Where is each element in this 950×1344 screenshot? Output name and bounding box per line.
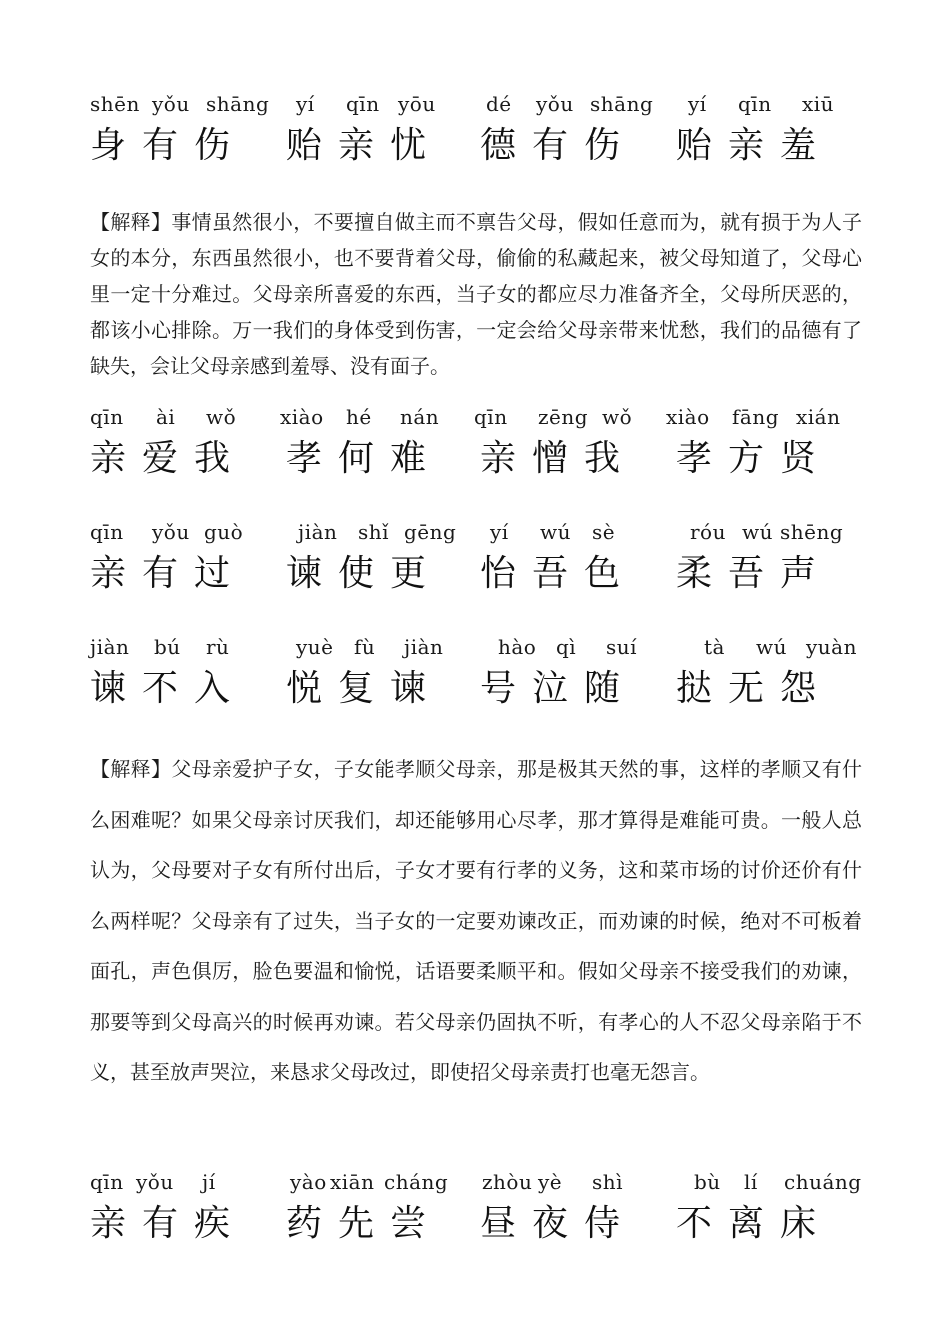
pinyin-syllable: wú: [742, 520, 773, 544]
hanzi-char: 我: [584, 438, 621, 479]
verse-phrase: [480, 520, 660, 610]
pinyin-syllable: dé: [486, 92, 512, 116]
pinyin-syllable: yuè: [296, 635, 334, 659]
hanzi-char: 德: [480, 125, 517, 166]
verse-phrase: [474, 405, 660, 495]
hanzi-char: 忧: [390, 125, 427, 166]
verse-line: [90, 520, 870, 610]
hanzi-char: 方: [728, 438, 765, 479]
verse-phrase: [90, 405, 270, 495]
hanzi-char: 悦: [286, 668, 323, 709]
verse-phrase: [676, 520, 856, 610]
hanzi-char: 爱: [142, 438, 179, 479]
pinyin-syllable: yǒu: [136, 1170, 174, 1194]
pinyin-row: [666, 405, 876, 429]
pinyin-syllable: wǒ: [206, 405, 237, 429]
hanzi-char: 吾: [532, 553, 569, 594]
pinyin-syllable: qīn: [346, 92, 380, 116]
pinyin-row: [676, 1170, 876, 1194]
pinyin-syllable: xiào: [280, 405, 324, 429]
hanzi-char: 有: [142, 1203, 179, 1244]
pinyin-row: [90, 405, 290, 429]
pinyin-row: [676, 635, 876, 659]
pinyin-syllable: xiào: [666, 405, 710, 429]
pinyin-syllable: jiàn: [90, 635, 130, 659]
hanzi-char: 更: [390, 553, 427, 594]
hanzi-row: [286, 435, 466, 483]
hanzi-row: [676, 1200, 856, 1248]
hanzi-char: 复: [338, 668, 375, 709]
pinyin-syllable: fù: [354, 635, 376, 659]
pinyin-syllable: shēng: [780, 520, 844, 544]
hanzi-row: [286, 1200, 466, 1248]
pinyin-syllable: wǒ: [602, 405, 633, 429]
pinyin-row: [90, 635, 290, 659]
hanzi-row: [286, 665, 466, 713]
verse-line: [90, 1170, 870, 1260]
hanzi-row: [676, 435, 856, 483]
pinyin-syllable: ài: [156, 405, 176, 429]
pinyin-syllable: bù: [694, 1170, 721, 1194]
hanzi-char: 色: [584, 553, 621, 594]
pinyin-row: [286, 1170, 486, 1194]
hanzi-row: [90, 550, 270, 598]
pinyin-row: [90, 520, 290, 544]
hanzi-row: [90, 435, 270, 483]
hanzi-char: 随: [584, 668, 621, 709]
pinyin-syllable: bú: [154, 635, 181, 659]
explanation-text: 事情虽然很小，不要擅自做主而不禀告父母，假如任意而为，就有损于为人子女的本分，东西虽然很小，也不要背着父母，偷偷的私藏起来，被父母知道了，父母心里一定十分难过。父母亲所喜爱的东西，当子女的都应尽力准备齐全，父母所厌恶的，都该小心排除。万一我们的身体受到伤害，一定会给父母亲带来忧愁，我们的品德有了缺失，会让父母亲感到羞辱、没有面子。: [90, 210, 863, 378]
pinyin-syllable: shì: [592, 1170, 624, 1194]
verse-phrase: [676, 92, 856, 182]
verse-line: [90, 635, 870, 725]
hanzi-char: 伤: [584, 125, 621, 166]
verse-phrase: [666, 405, 856, 495]
verse-phrase: [90, 635, 270, 725]
hanzi-char: 何: [338, 438, 375, 479]
pinyin-row: [90, 1170, 290, 1194]
pinyin-row: [480, 1170, 680, 1194]
pinyin-syllable: yǒu: [152, 520, 190, 544]
pinyin-syllable: gēng: [404, 520, 457, 544]
pinyin-row: [676, 92, 876, 116]
pinyin-syllable: hào: [498, 635, 537, 659]
hanzi-row: [286, 122, 466, 170]
pinyin-syllable: xiān: [330, 1170, 375, 1194]
verse-phrase: [90, 1170, 270, 1260]
hanzi-char: 亲: [728, 125, 765, 166]
pinyin-syllable: jiàn: [298, 520, 338, 544]
verse-phrase: [480, 92, 660, 182]
verse-phrase: [90, 92, 270, 182]
hanzi-char: 难: [390, 438, 427, 479]
hanzi-char: 疾: [194, 1203, 231, 1244]
hanzi-char: 我: [194, 438, 231, 479]
hanzi-row: [676, 665, 856, 713]
pinyin-syllable: shāng: [590, 92, 654, 116]
hanzi-row: [676, 550, 856, 598]
hanzi-char: 不: [142, 668, 179, 709]
pinyin-syllable: jiàn: [404, 635, 444, 659]
pinyin-syllable: yào: [290, 1170, 327, 1194]
pinyin-syllable: cháng: [384, 1170, 449, 1194]
hanzi-char: 有: [142, 125, 179, 166]
pinyin-syllable: guò: [204, 520, 244, 544]
verse-phrase: [286, 1170, 466, 1260]
pinyin-syllable: tà: [704, 635, 725, 659]
pinyin-row: [474, 405, 680, 429]
pinyin-row: [286, 635, 486, 659]
hanzi-char: 身: [90, 125, 127, 166]
hanzi-char: 亲: [90, 438, 127, 479]
pinyin-row: [286, 520, 486, 544]
pinyin-syllable: nán: [400, 405, 440, 429]
pinyin-syllable: wú: [540, 520, 571, 544]
hanzi-row: [480, 665, 660, 713]
pinyin-syllable: sè: [592, 520, 616, 544]
explanation-label: 【解释】: [90, 757, 172, 781]
verse-phrase: [676, 635, 856, 725]
hanzi-char: 使: [338, 553, 375, 594]
pinyin-syllable: yí: [490, 520, 509, 544]
explanation-paragraph: [90, 744, 862, 1098]
verse-phrase: [280, 405, 466, 495]
hanzi-char: 憎: [532, 438, 569, 479]
pinyin-syllable: yuàn: [806, 635, 857, 659]
hanzi-char: 贻: [676, 125, 713, 166]
hanzi-char: 离: [728, 1203, 765, 1244]
hanzi-char: 亲: [90, 553, 127, 594]
hanzi-char: 无: [728, 668, 765, 709]
hanzi-char: 号: [480, 668, 517, 709]
verse-phrase: [90, 520, 270, 610]
hanzi-char: 孝: [676, 438, 713, 479]
hanzi-char: 声: [780, 553, 817, 594]
hanzi-row: [480, 550, 660, 598]
pinyin-syllable: yōu: [398, 92, 436, 116]
verse-phrase: [480, 1170, 660, 1260]
pinyin-syllable: jí: [202, 1170, 216, 1194]
explanation-paragraph: [90, 204, 862, 384]
pinyin-syllable: yí: [296, 92, 315, 116]
hanzi-row: [480, 435, 660, 483]
pinyin-syllable: chuáng: [784, 1170, 862, 1194]
hanzi-char: 谏: [90, 668, 127, 709]
pinyin-syllable: qīn: [738, 92, 772, 116]
pinyin-syllable: qīn: [474, 405, 508, 429]
hanzi-row: [90, 1200, 270, 1248]
pinyin-syllable: zēng: [538, 405, 589, 429]
verse-phrase: [286, 635, 466, 725]
hanzi-char: 亲: [338, 125, 375, 166]
pinyin-syllable: zhòu: [482, 1170, 533, 1194]
pinyin-syllable: rù: [206, 635, 230, 659]
pinyin-syllable: yǒu: [536, 92, 574, 116]
pinyin-syllable: xiū: [802, 92, 835, 116]
pinyin-row: [480, 520, 680, 544]
hanzi-char: 亲: [90, 1203, 127, 1244]
hanzi-char: 贤: [780, 438, 817, 479]
hanzi-char: 侍: [584, 1203, 621, 1244]
hanzi-char: 吾: [728, 553, 765, 594]
verse-phrase: [286, 92, 466, 182]
hanzi-char: 挞: [676, 668, 713, 709]
pinyin-syllable: wú: [756, 635, 787, 659]
pinyin-syllable: qì: [556, 635, 577, 659]
pinyin-syllable: yǒu: [152, 92, 190, 116]
hanzi-char: 夜: [532, 1203, 569, 1244]
hanzi-row: [286, 550, 466, 598]
pinyin-syllable: shēn: [90, 92, 140, 116]
hanzi-char: 谏: [286, 553, 323, 594]
hanzi-char: 入: [194, 668, 231, 709]
hanzi-char: 孝: [286, 438, 323, 479]
explanation-text: 父母亲爱护子女，子女能孝顺父母亲，那是极其天然的事，这样的孝顺又有什么困难呢？如果父母亲讨厌我们，却还能够用心尽孝，那才算得是难能可贵。一般人总认为，父母要对子女有所付出后，子女才要有行孝的义务，这和菜市场的讨价还价有什么两样呢？父母亲有了过失，当子女的一定要劝谏改正，而劝谏的时候，绝对不可板着面孔，声色俱厉，脸色要温和愉悦，话语要柔顺平和。假如父母亲不接受我们的劝谏，那要等到父母高兴的时候再劝谏。若父母亲仍固执不听，有孝心的人不忍父母亲陷于不义，甚至放声哭泣，来恳求父母改过，即使招父母亲责打也毫无怨言。: [90, 757, 863, 1084]
hanzi-char: 伤: [194, 125, 231, 166]
pinyin-syllable: lí: [744, 1170, 758, 1194]
pinyin-row: [90, 92, 290, 116]
pinyin-syllable: yè: [538, 1170, 563, 1194]
pinyin-syllable: shǐ: [358, 520, 390, 544]
hanzi-char: 贻: [286, 125, 323, 166]
hanzi-char: 先: [338, 1203, 375, 1244]
hanzi-row: [480, 1200, 660, 1248]
explanation-label: 【解释】: [90, 210, 172, 234]
pinyin-syllable: shāng: [206, 92, 270, 116]
hanzi-char: 床: [780, 1203, 817, 1244]
pinyin-syllable: qīn: [90, 520, 124, 544]
hanzi-char: 昼: [480, 1203, 517, 1244]
pinyin-row: [286, 92, 486, 116]
hanzi-char: 怡: [480, 553, 517, 594]
hanzi-char: 有: [142, 553, 179, 594]
pinyin-row: [480, 635, 680, 659]
hanzi-row: [480, 122, 660, 170]
verse-phrase: [286, 520, 466, 610]
pinyin-syllable: hé: [346, 405, 372, 429]
verse-phrase: [676, 1170, 862, 1260]
hanzi-char: 谏: [390, 668, 427, 709]
pinyin-syllable: suí: [606, 635, 638, 659]
pinyin-syllable: fāng: [732, 405, 780, 429]
pinyin-row: [676, 520, 876, 544]
pinyin-row: [280, 405, 486, 429]
pinyin-syllable: yí: [688, 92, 707, 116]
hanzi-char: 怨: [780, 668, 817, 709]
hanzi-char: 亲: [480, 438, 517, 479]
hanzi-char: 泣: [532, 668, 569, 709]
pinyin-row: [480, 92, 680, 116]
hanzi-char: 羞: [780, 125, 817, 166]
hanzi-row: [90, 665, 270, 713]
hanzi-row: [90, 122, 270, 170]
pinyin-syllable: qīn: [90, 1170, 124, 1194]
pinyin-syllable: xián: [796, 405, 841, 429]
hanzi-char: 药: [286, 1203, 323, 1244]
verse-line: [90, 92, 870, 182]
hanzi-char: 有: [532, 125, 569, 166]
hanzi-char: 过: [194, 553, 231, 594]
hanzi-row: [676, 122, 856, 170]
pinyin-syllable: qīn: [90, 405, 124, 429]
hanzi-char: 尝: [390, 1203, 427, 1244]
hanzi-char: 柔: [676, 553, 713, 594]
hanzi-char: 不: [676, 1203, 713, 1244]
pinyin-syllable: róu: [690, 520, 726, 544]
verse-phrase: [480, 635, 660, 725]
verse-line: [90, 405, 870, 495]
